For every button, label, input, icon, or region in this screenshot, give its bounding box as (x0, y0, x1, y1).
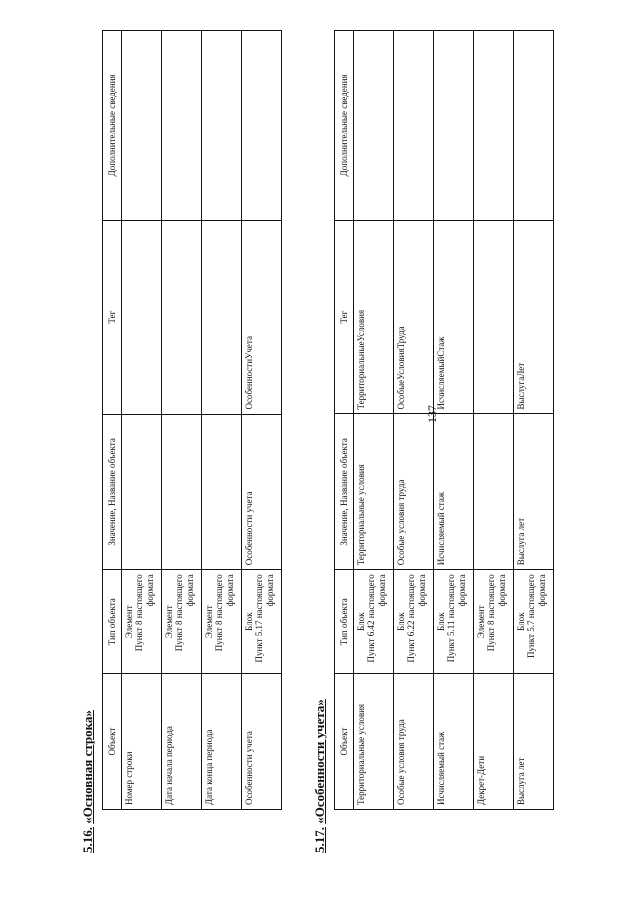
cell-type (434, 570, 474, 674)
cell-extra (394, 31, 434, 221)
header-type: Тип объекта (103, 570, 122, 674)
type-name: Блок (516, 612, 526, 631)
cell-extra (354, 31, 394, 221)
cell-type (474, 570, 514, 674)
cell-type (514, 570, 554, 674)
table-row (242, 31, 282, 810)
section-name: «Особенности учета» (312, 699, 327, 824)
cell-type (242, 570, 282, 674)
table-row (162, 31, 202, 810)
cell-value: Особые условия труда (394, 414, 434, 570)
section-name: «Основная строка» (80, 710, 95, 824)
table-osobennosti-ucheta (334, 30, 554, 810)
cell-type (162, 570, 202, 674)
section-number: 5.16. (80, 827, 95, 853)
cell-object: Исчисляемый стаж (434, 674, 474, 810)
cell-extra (202, 31, 242, 221)
cell-tag: ОсобенностиУчета (242, 220, 282, 414)
cell-object: Номер строки (122, 674, 162, 810)
table-row (474, 31, 514, 810)
cell-tag (122, 220, 162, 414)
cell-tag: ИсчисляемыйСтаж (434, 220, 474, 414)
type-name: Блок (244, 612, 254, 631)
cell-extra (434, 31, 474, 221)
type-ref: Пункт 5.11 настоящего формата (446, 574, 467, 663)
table-row (394, 31, 434, 810)
type-name: Элемент (164, 605, 174, 639)
cell-extra (122, 31, 162, 221)
header-extra: Дополнительные сведения (103, 31, 122, 221)
cell-extra (242, 31, 282, 221)
cell-extra (514, 31, 554, 221)
header-value: Значение, Название объекта (103, 414, 122, 570)
header-object: Объект (103, 674, 122, 810)
table-row (202, 31, 242, 810)
table-row (354, 31, 394, 810)
type-name: Блок (396, 612, 406, 631)
cell-object: Декрет-Дети (474, 674, 514, 810)
type-ref: Пункт 8 настоящего формата (134, 574, 155, 652)
header-value: Значение, Название объекта (335, 414, 354, 570)
type-ref: Пункт 6.42 настоящего формата (366, 574, 387, 663)
cell-type (394, 570, 434, 674)
table-row (122, 31, 162, 810)
section-5-16-title (80, 710, 96, 853)
cell-tag: ОсобыеУсловияТруда (394, 220, 434, 414)
header-tag: Тег (335, 220, 354, 414)
cell-value (202, 414, 242, 570)
table-header-row (335, 31, 354, 810)
table-osnovnaya-stroka (102, 30, 282, 810)
type-name: Блок (436, 612, 446, 631)
cell-value: Особенности учета (242, 414, 282, 570)
cell-extra (162, 31, 202, 221)
table-header-row (103, 31, 122, 810)
type-name: Элемент (204, 605, 214, 639)
table-row (514, 31, 554, 810)
cell-type (122, 570, 162, 674)
type-name: Элемент (476, 605, 486, 639)
type-ref: Пункт 5.7 настоящего формата (526, 574, 547, 659)
type-name: Элемент (124, 605, 134, 639)
type-ref: Пункт 5.17 настоящего формата (254, 574, 275, 663)
cell-value (122, 414, 162, 570)
cell-tag: ТерриториальныеУсловия (354, 220, 394, 414)
cell-extra (474, 31, 514, 221)
cell-tag (474, 220, 514, 414)
cell-value: Территориальные условия (354, 414, 394, 570)
type-ref: Пункт 6.22 настоящего формата (406, 574, 427, 663)
page-number: 137 (425, 405, 439, 423)
cell-tag (202, 220, 242, 414)
cell-tag: ВыслугаЛет (514, 220, 554, 414)
cell-object: Выслуга лет (514, 674, 554, 810)
header-object: Объект (335, 674, 354, 810)
cell-value: Выслуга лет (514, 414, 554, 570)
cell-value: Исчисляемый стаж (434, 414, 474, 570)
header-type: Тип объекта (335, 570, 354, 674)
type-name: Блок (356, 612, 366, 631)
cell-object: Дата начала периода (162, 674, 202, 810)
cell-type (354, 570, 394, 674)
cell-object: Особые условия труда (394, 674, 434, 810)
header-extra: Дополнительные сведения (335, 31, 354, 221)
type-ref: Пункт 8 настоящего формата (214, 574, 235, 652)
type-ref: Пункт 8 настоящего формата (174, 574, 195, 652)
section-number: 5.17. (312, 827, 327, 853)
cell-object: Дата конца периода (202, 674, 242, 810)
cell-value (162, 414, 202, 570)
cell-object: Особенности учета (242, 674, 282, 810)
table-row (434, 31, 474, 810)
cell-type (202, 570, 242, 674)
cell-tag (162, 220, 202, 414)
header-tag: Тег (103, 220, 122, 414)
section-5-17-title (312, 699, 328, 853)
cell-object: Территориальные условия (354, 674, 394, 810)
type-ref: Пункт 8 настоящего формата (486, 574, 507, 652)
cell-value (474, 414, 514, 570)
